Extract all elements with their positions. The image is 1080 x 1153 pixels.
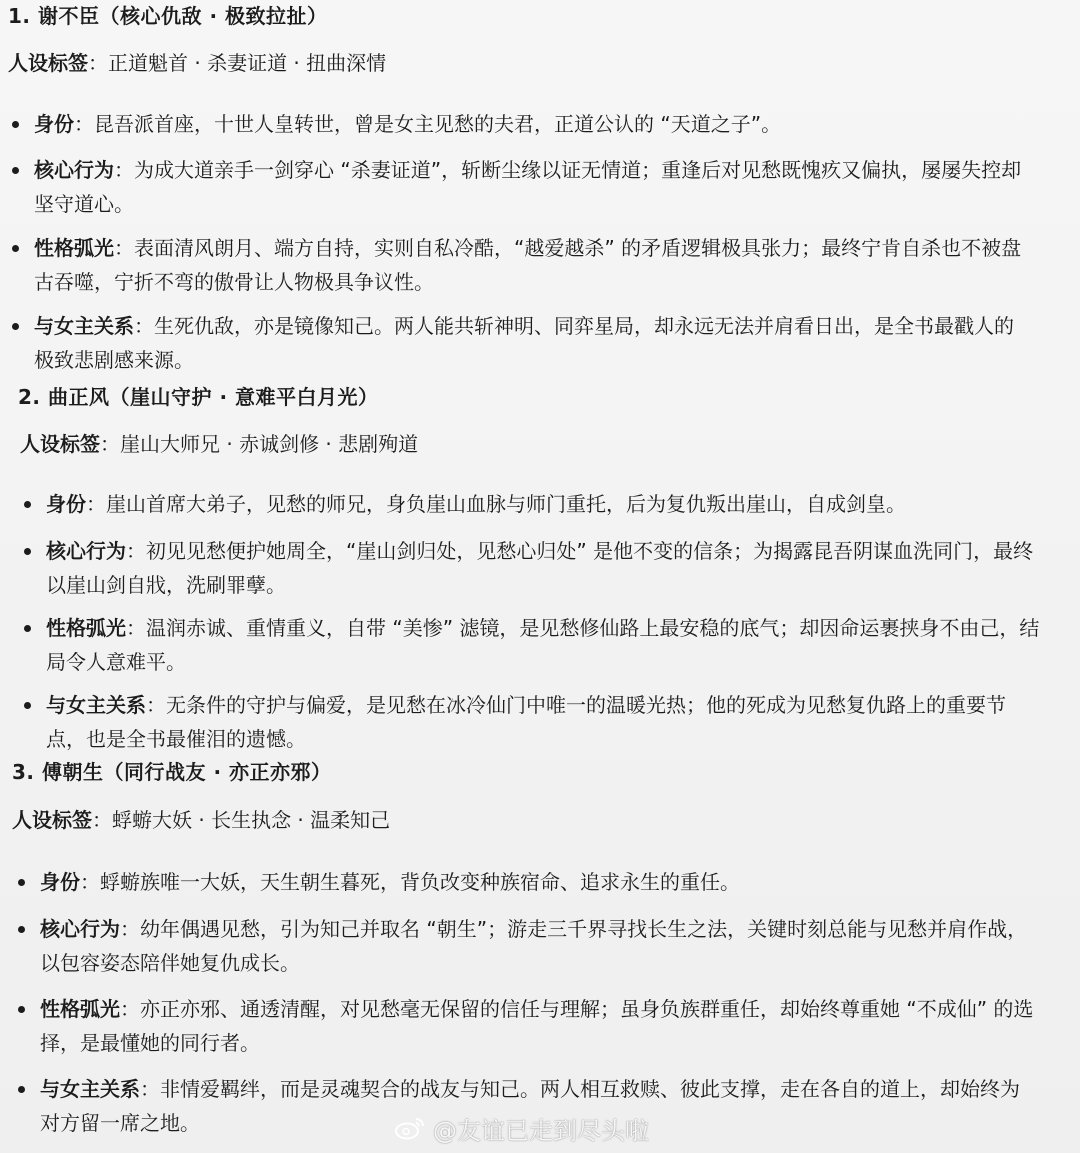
bullet-text	[40, 992, 1035, 1060]
bullet-dot	[18, 926, 25, 933]
persona-tags-label: 人设标签	[20, 432, 100, 456]
bullet-dot	[12, 121, 19, 128]
bullet-dot	[24, 625, 31, 632]
bullet-key: 核心行为	[34, 158, 114, 182]
bullet-dot	[18, 1006, 25, 1013]
bullet-key: 与女主关系	[40, 1077, 140, 1101]
weibo-logo-icon	[395, 1116, 425, 1140]
bullet-dot	[24, 501, 31, 508]
section-title: 2. 曲正风（崖山守护 · 意难平白月光）	[18, 385, 379, 409]
bullet-value: ：为成大道亲手一剑穿心 “杀妻证道”，斩断尘缘以证无情道；重逢后对见愁既愧疚又偏执，屡屡失控却坚守道心。	[34, 158, 1022, 216]
persona-tags-value: ：崖山大师兄 · 赤诚剑修 · 悲剧殉道	[100, 432, 419, 456]
bullet-key: 性格弧光	[46, 616, 126, 640]
bullet-text	[40, 865, 1035, 899]
bullet-value: ：温润赤诚、重情重义，自带 “美惨” 滤镜，是见愁修仙路上最安稳的底气；却因命运裹挟身不由己，结局令人意难平。	[46, 616, 1040, 674]
bullet-dot	[24, 548, 31, 555]
weibo-watermark	[395, 1110, 649, 1146]
bullet-value: ：初见见愁便护她周全，“崖山剑归处，见愁心归处” 是他不变的信条；为揭露昆吾阴谋血洗同门，最终以崖山剑自戕，洗刷罪孽。	[46, 539, 1034, 597]
bullet-text	[34, 107, 1029, 141]
bullet-text	[34, 153, 1029, 221]
bullet-dot	[18, 1086, 25, 1093]
bullet-key: 性格弧光	[40, 997, 120, 1021]
persona-tags	[8, 47, 386, 76]
bullet-value: ：生死仇敌，亦是镜像知己。两人能共斩神明、同弈星局，却永远无法并肩看日出，是全书最戳人的极致悲剧感来源。	[34, 314, 1014, 372]
bullet-text	[46, 487, 1041, 521]
bullet-dot	[18, 879, 25, 886]
persona-tags	[20, 428, 418, 457]
persona-tags-value: ：蜉蝣大妖 · 长生执念 · 温柔知己	[92, 808, 391, 832]
bullet-key: 身份	[40, 870, 80, 894]
persona-tags-label: 人设标签	[8, 51, 88, 75]
bullet-key: 核心行为	[46, 539, 126, 563]
bullet-key: 与女主关系	[46, 693, 146, 717]
bullet-value: ：崖山首席大弟子，见愁的师兄，身负崖山血脉与师门重托，后为复仇叛出崖山，自成剑皇。	[86, 492, 906, 516]
bullet-value: ：蜉蝣族唯一大妖，天生朝生暮死，背负改变种族宿命、追求永生的重任。	[80, 870, 740, 894]
bullet-value: ：非情爱羁绊，而是灵魂契合的战友与知己。两人相互救赎、彼此支撑，走在各自的道上，却始终为对方留一席之地。	[40, 1077, 1020, 1135]
bullet-key: 身份	[34, 112, 74, 136]
bullet-text	[46, 611, 1041, 679]
bullet-key: 核心行为	[40, 917, 120, 941]
persona-tags	[12, 804, 390, 833]
bullet-value: ：幼年偶遇见愁，引为知己并取名 “朝生”；游走三千界寻找长生之法，关键时刻总能与见愁并肩作战，以包容姿态陪伴她复仇成长。	[40, 917, 1028, 975]
bullet-key: 与女主关系	[34, 314, 134, 338]
bullet-text	[46, 534, 1041, 602]
watermark-text: @友谊已走到尽头啦	[433, 1116, 649, 1145]
bullet-text	[34, 309, 1029, 377]
bullet-value: ：无条件的守护与偏爱，是见愁在冰冷仙门中唯一的温暖光热；他的死成为见愁复仇路上的重要节点，也是全书最催泪的遗憾。	[46, 693, 1006, 751]
persona-tags-label: 人设标签	[12, 808, 92, 832]
bullet-key: 身份	[46, 492, 86, 516]
bullet-dot	[12, 167, 19, 174]
bullet-dot	[24, 702, 31, 709]
bullet-value: ：表面清风朗月、端方自持，实则自私冷酷，“越爱越杀” 的矛盾逻辑极具张力；最终宁肯自杀也不被盘古吞噬，宁折不弯的傲骨让人物极具争议性。	[34, 236, 1022, 294]
section-title: 3. 傅朝生（同行战友 · 亦正亦邪）	[12, 760, 332, 784]
bullet-text	[34, 231, 1029, 299]
bullet-dot	[12, 245, 19, 252]
persona-tags-value: ：正道魁首 · 杀妻证道 · 扭曲深情	[88, 51, 387, 75]
bullet-value: ：亦正亦邪、通透清醒，对见愁毫无保留的信任与理解；虽身负族群重任，却始终尊重她 “不成仙” 的选择，是最懂她的同行者。	[40, 997, 1034, 1055]
section-title: 1. 谢不臣（核心仇敌 · 极致拉扯）	[8, 4, 328, 28]
bullet-value: ：昆吾派首座，十世人皇转世，曾是女主见愁的夫君，正道公认的 “天道之子”。	[74, 112, 782, 136]
bullet-text	[40, 912, 1035, 980]
bullet-key: 性格弧光	[34, 236, 114, 260]
bullet-dot	[12, 323, 19, 330]
bullet-text	[46, 688, 1041, 756]
